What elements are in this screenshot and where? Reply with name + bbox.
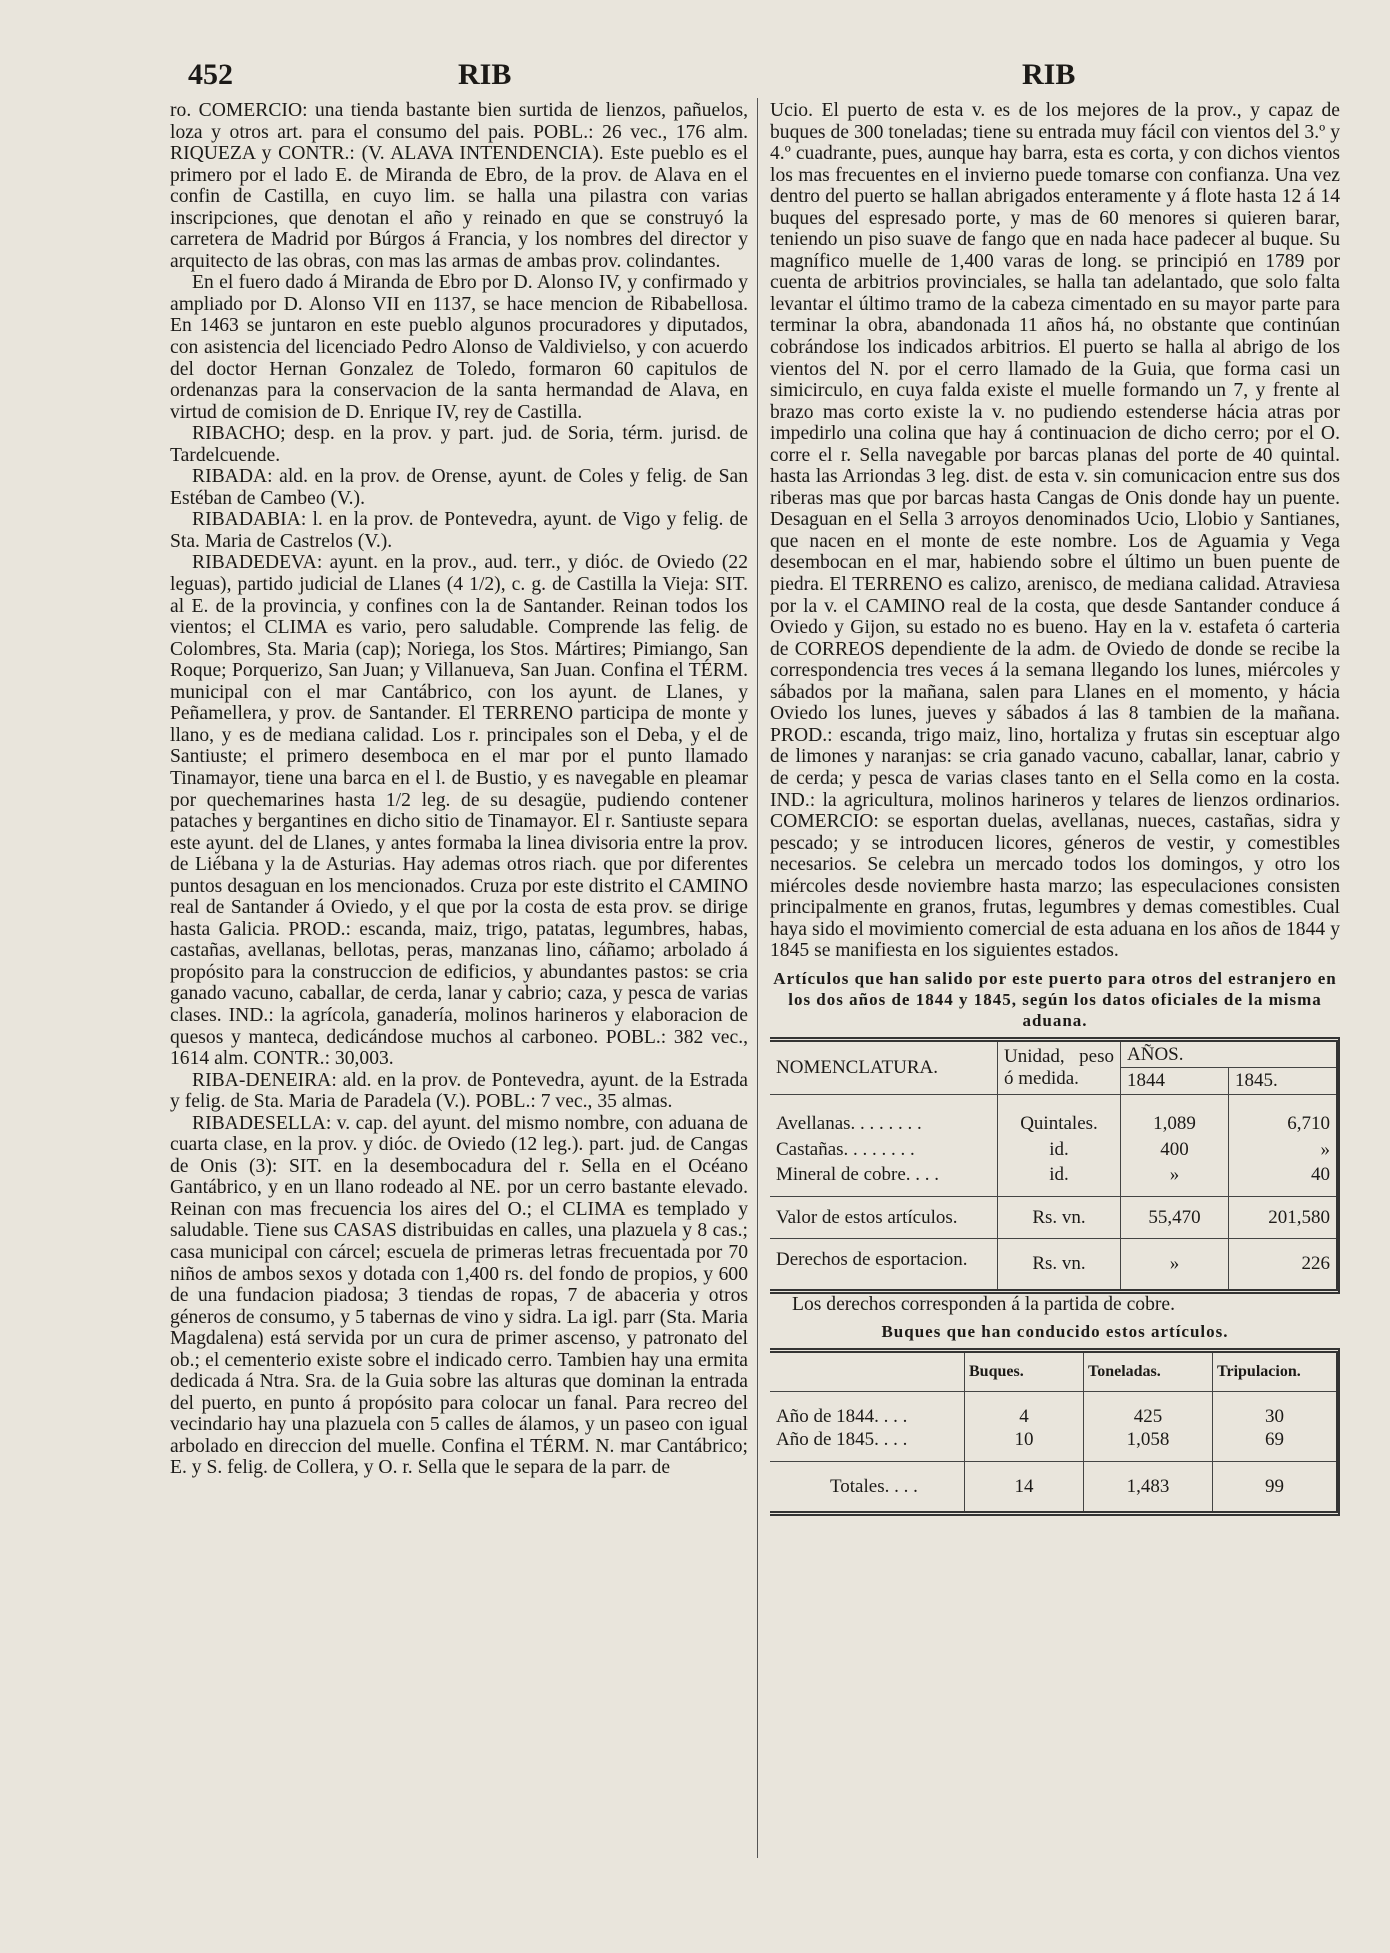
table2-title: Buques que han conducido estos artículos. [881,1322,1229,1342]
exports-table-box [770,1037,1340,1294]
col-1844: 1844 [1121,1068,1229,1095]
ships-table [770,1353,1336,1511]
entry-ribadesella: RIBADESELLA: v. cap. del ayunt. del mismo nombre, con aduana de cuarta clase, en la prov. y dióc. de Oviedo (12 leg.). part. jud. de Cangas de Onis (3): SIT. en la desembocadura del r. Sella en el Océano Gantábrico, y en un llano rodeado al NE. por un cerro bastante elevado. Reinan con mas frecuencia los aires del O.; el CLIMA es templado y saludable. Tiene sus CASAS distribuidas en calles, una plazuela y 8 cas.; casa municipal con cárcel; escuela de primeras letras frecuentada por 70 niños de ambos sexos y dotada con 1,400 rs. del fondo de propios, y 600 de una fundacion piadosa; 3 tiendas de ropas, 7 de abaceria y otros géneros de consumo, y 5 tabernas de vino y sidra. La igl. parr (Sta. Maria Magdalena) está servida por un cura de primer ascenso, y patronato del ob.; el cementerio existe sobre el indicado cerro. Tambien hay una ermita dedicada á Ntra. Sra. de la Guia sobre las alturas que dominan la entrada del puerto, en punto á propósito para colocar un fanal. Para recreo del vecindario hay una plazuela con 5 calles de álamos, y un paseo con igual arbolado en direccion del muelle. Confina el TÉRM. N. mar Cantábrico; E. y S. felig. de Collera, y O. r. Sella que le separa de la parr. de [170,1112,748,1479]
paragraph: Ucio. El puerto de esta v. es de los mejores de la prov., y capaz de buques de 300 toneladas; tiene su entrada muy fácil con vientos del 3.º y 4.º cuadrante, pues, aunque hay barra, esta es corta, y con dichos vientos los mas frecuentes en el invierno puede tomarse con confianza. Una vez dentro del puerto se hallan abrigados enteramente y á flote hasta 12 á 14 buques del espresado porte, y mas de 60 menores si quieren barar, teniendo un piso suave de fango que en nada hace padecer al buque. Su magnífico muelle de 1,400 varas de long. se principió en 1789 por cuenta de arbitrios provinciales, se halla tan adelantado, que solo falta levantar el último tramo de la cabeza cimentado en su mayor parte para terminar la obra, abandonada 11 años há, no obstante que continúan cobrándose los indicados arbitrios. El puerto se halla al abrigo de los vientos del N. por el cerro llamado de la Guia, que forma casi un simicirculo, en cuya falda existe el muelle formando un 7, y frente al brazo mas corto existe la v. no pudiendo estenderse hácia atras por impedirlo una colina que hay á continuacion de dicho cerro; por el O. corre el r. Sella navegable por barcas planas del porte de 40 quintal. hasta las Arriondas 3 leg. dist. de esta v. sin comunicacion entre sus dos riberas mas que por barcas hasta Cangas de Onis donde hay un puente. Desaguan en el Sella 3 arroyos denominados Ucio, Llobio y Santianes, que nacen en el monte de este nombre. Los de Aguamia y Vega desembocan en el mar, habiendo sobre el último un buen puente de piedra. El TERRENO es calizo, arenisco, de mediana calidad. Atraviesa por la v. el CAMINO real de la costa, que desde Santander conduce á Oviedo y Gijon, su estado no es bueno. Hay en la v. estafeta ó carteria de CORREOS dependiente de la adm. de Oviedo de donde se recibe la correspondencia tres veces á la semana llegando los lunes, miércoles y sábados por la mañana, salen para Llanes en el momento, y hácia Oviedo los lunes, jueves y sábados á las 8 tambien de la mañana. PROD.: escanda, trigo maiz, lino, hortaliza y frutas sin esceptuar algo de limones y naranjas: se cria ganado vacuno, caballar, lanar, cabrio y de cerda; y pesca de varias clases tanto en el Sella como en la costa. IND.: la agricultura, molinos harineros y telares de lienzos ordinarios. COMERCIO: se esportan duelas, avellanas, nueces, castañas, sidra y pescado; y se introducen licores, géneros de vestir, y comestibles necesarios. Se celebra un mercado todos los domingos, y otro los miércoles desde noviembre hasta marzo; las especulaciones consisten principalmente en granos, frutas, legumbres y demas comestibles. Cual haya sido el movimiento comercial de esta aduana en los años de 1844 y 1845 se manifiesta en los siguientes estados. [770,100,1340,962]
paragraph: En el fuero dado á Miranda de Ebro por D. Alonso IV, y confirmado y ampliado por D. Alonso VII en 1137, se hace mencion de Ribabellosa. En 1463 se juntaron en este pueblo algunos procuradores y diputados, con asistencia del licenciado Pedro Alonso de Valdivielso, y con acuerdo del doctor Hernan Gonzalez de Toledo, formaron 60 capitulos de ordenanzas para la conservacion de la santa hermandad de Alava, en virtud de comision de D. Enrique IV, rey de Castilla. [170,272,748,423]
col-buques: Buques. [965,1353,1084,1391]
col-1845: 1845. [1229,1068,1337,1095]
table-row: Mineral de cobre. . . . id. » 40 [770,1162,1336,1196]
entry-riba-deneira: RIBA-DENEIRA: ald. en la prov. de Pontevedra, ayunt. de la Estrada y felig. de Sta. Maria de Paradela (V.). POBL.: 7 vec., 35 almas. [170,1069,748,1113]
left-column [170,100,748,1479]
table-row-derechos: Derechos de esportacion. Rs. vn. » 226 [770,1239,1336,1289]
entry-ribadabia: RIBADABIA: l. en la prov. de Pontevedra, ayunt. de Vigo y felig. de Sta. Maria de Castrelos (V.). [170,509,748,552]
table-row-totals: Totales. . . . 14 1,483 99 [770,1461,1336,1511]
col-tripulacion: Tripulacion. [1213,1353,1337,1391]
table-row: Año de 1844. . . . 4 425 30 [770,1391,1336,1428]
entry-ribacho: RIBACHO; desp. en la prov. y part. jud. de Soria, térm. jurisd. de Tardelcuende. [170,423,748,466]
right-column [770,100,1340,1516]
paragraph: ro. COMERCIO: una tienda bastante bien surtida de lienzos, pañuelos, loza y otros art. para el consumo del pais. POBL.: 26 vec., 176 alm. RIQUEZA y CONTR.: (V. ALAVA INTENDENCIA). Este pueblo es el primero por el lado E. de Miranda de Ebro, de la prov. de Alava en el confin de Castilla, en cuyo lim. se halla una pilastra con varias inscripciones, que denotan el año y reinado en que se construyó la carretera de Madrid por Búrgos á Francia, y los nombres del director y arquitecto de las obras, con mas las armas de ambas prov. colindantes. [170,100,748,272]
col-toneladas: Toneladas. [1084,1353,1213,1391]
table1-note: Los derechos corresponden á la partida de cobre. [792,1293,1175,1315]
exports-table [770,1042,1336,1289]
table-row: Castañas. . . . . . . . id. 400 » [770,1137,1336,1163]
running-head-right: RIB [1022,58,1076,91]
running-head-left: RIB [458,58,512,91]
table-row: Año de 1845. . . . 10 1,058 69 [770,1428,1336,1461]
col-nomenclatura: NOMENCLATURA. [770,1042,998,1095]
entry-ribada: RIBADA: ald. en la prov. de Orense, ayunt. de Coles y felig. de San Estéban de Cambeo (V.). [170,466,748,509]
ships-table-box [770,1348,1340,1516]
col-anos: AÑOS. [1121,1042,1337,1068]
col-unidad: Unidad, peso ó medida. [998,1042,1121,1095]
table-row: Avellanas. . . . . . . . Quintales. 1,089 6,710 [770,1094,1336,1136]
column-divider [757,98,758,1858]
page-number: 452 [188,58,233,91]
table-row-valor: Valor de estos artículos. Rs. vn. 55,470 201,580 [770,1196,1336,1239]
table1-title: Artículos que han salido por este puerto para otros del estranjero en los dos años de 1844 y 1845, según los datos oficiales de la misma aduana. [773,968,1337,1030]
entry-ribadedeva: RIBADEDEVA: ayunt. en la prov., aud. terr., y dióc. de Oviedo (22 leguas), partido judicial de Llanes (4 1/2), c. g. de Castilla la Vieja: SIT. al E. de la provincia, y confines con la de Santander. Reinan todos los vientos; el CLIMA es vario, pero saludable. Comprende las felig. de Colombres, Sta. Maria (cap); Noriega, los Stos. Mártires; Pimiango, San Roque; Porquerizo, San Juan; y Villanueva, San Juan. Confina el TÉRM. municipal con el mar Cantábrico, con los ayunt. de Llanes, y Peñamellera, y prov. de Santander. El TERRENO participa de monte y llano, y es de mediana calidad. Los r. principales son el Deba, y el de Santiuste; el primero desemboca en el mar por el punto llamado Tinamayor, tiene una barca en el l. de Bustio, y es navegable en pleamar por quechemarines hasta 1/2 leg. de su desagüe, pudiendo contener pataches y bergantines en dicho sitio de Tinamayor. El r. Santiuste separa este ayunt. del de Llanes, y antes formaba la linea divisoria entre la prov. de Liébana y la de Asturias. Hay ademas otros riach. que por diferentes puntos desaguan en los mencionados. Cruza por este distrito el CAMINO real de Santander á Oviedo, y el que por la costa de esta prov. se dirige hasta Galicia. PROD.: escanda, maiz, trigo, patatas, legumbres, habas, castañas, avellanas, bellotas, peras, manzanas lino, cáñamo; arbolado á propósito para la construccion de edificios, y abundantes pastos: se cria ganado vacuno, caballar, de cerda, lanar y cabrio; caza, y pesca de varias clases. IND.: la agrícola, ganadería, molinos harineros y elaboracion de quesos y manteca, dedicándose muchos al carboneo. POBL.: 382 vec., 1614 alm. CONTR.: 30,003. [170,552,748,1070]
